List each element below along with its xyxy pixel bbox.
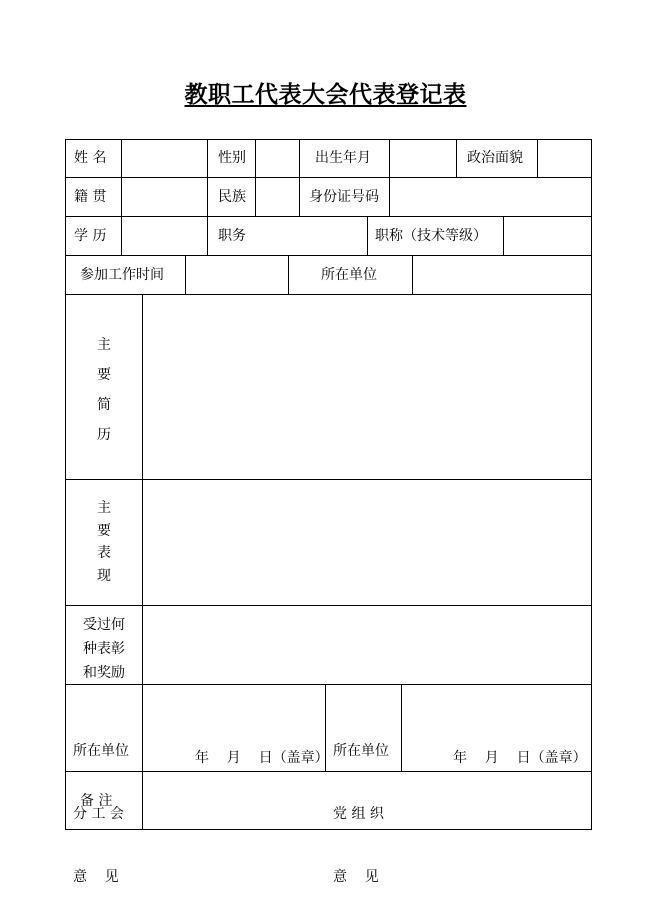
resume-value-cell[interactable] xyxy=(143,295,591,479)
col-divider xyxy=(288,255,289,294)
work-unit-value-cell[interactable] xyxy=(413,256,591,294)
political-status-label: 政治面貌 xyxy=(467,150,523,166)
work-start-date-value-cell[interactable] xyxy=(186,256,288,294)
party-opinion-date-stamp: 年 月 日（盖章） xyxy=(453,750,587,766)
native-place-value-cell[interactable] xyxy=(122,178,207,216)
education-value-cell[interactable] xyxy=(122,217,207,255)
resume-label: 主 要 简 历 xyxy=(97,337,111,443)
union-opinion-date-stamp: 年 月 日（盖章） xyxy=(195,750,329,766)
ethnicity-value-cell[interactable] xyxy=(256,178,299,216)
position-label: 职务 xyxy=(218,228,246,244)
col-divider xyxy=(299,139,300,216)
work-unit-label: 所在单位 xyxy=(321,267,377,283)
col-divider xyxy=(456,139,457,177)
id-number-value-cell[interactable] xyxy=(390,178,591,216)
awards-label: 受过何 种表彰 和奖励 xyxy=(83,617,125,681)
gender-label: 性别 xyxy=(218,150,246,166)
native-place-label: 籍 贯 xyxy=(74,189,107,205)
professional-title-value-cell[interactable] xyxy=(504,217,591,255)
political-status-value-cell[interactable] xyxy=(538,140,591,177)
col-divider xyxy=(367,216,368,255)
awards-value-cell[interactable] xyxy=(143,606,591,684)
name-value-cell[interactable] xyxy=(122,140,207,177)
id-number-label: 身份证号码 xyxy=(309,189,379,205)
birth-date-value-cell[interactable] xyxy=(390,140,456,177)
performance-label: 主 要 表 现 xyxy=(97,500,111,584)
ethnicity-label: 民族 xyxy=(218,189,246,205)
remarks-value-cell[interactable] xyxy=(143,772,591,829)
professional-title-label: 职称（技术等级） xyxy=(375,228,487,244)
performance-value-cell[interactable] xyxy=(143,480,591,605)
position-value-cell[interactable] xyxy=(256,217,367,255)
form-title: 教职工代表大会代表登记表 xyxy=(184,81,467,108)
gender-value-cell[interactable] xyxy=(256,140,299,177)
name-label: 姓 名 xyxy=(74,150,107,166)
birth-date-label: 出生年月 xyxy=(315,150,371,166)
col-divider xyxy=(207,139,208,256)
union-opinion-label: 所在单位 分 工 会 意 见 xyxy=(73,743,129,885)
party-opinion-label: 所在单位 党 组 织 意 见 xyxy=(333,743,389,885)
education-label: 学 历 xyxy=(74,228,107,244)
work-start-date-label: 参加工作时间 xyxy=(80,267,164,283)
remarks-label: 备 注 xyxy=(80,793,113,809)
